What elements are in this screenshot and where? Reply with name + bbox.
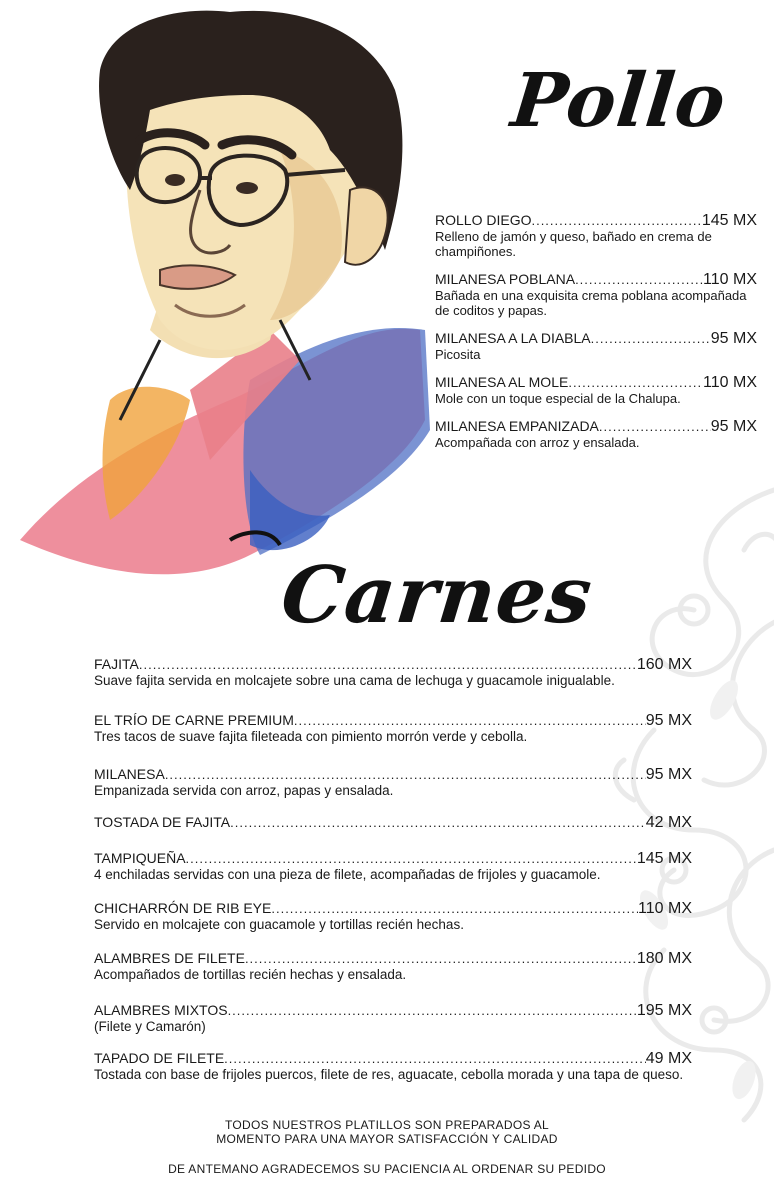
menu-item-name: MILANESA A LA DIABLA xyxy=(435,330,591,346)
menu-item xyxy=(94,814,692,831)
dot-leader xyxy=(531,213,701,229)
dot-leader xyxy=(165,767,646,783)
menu-item xyxy=(94,1002,692,1034)
menu-item-price: 145 MX xyxy=(701,212,757,229)
footer-notice xyxy=(0,1118,774,1146)
menu-item-name: TAPADO DE FILETE xyxy=(94,1050,225,1066)
dot-leader xyxy=(224,1051,646,1067)
menu-item-name: MILANESA EMPANIZADA xyxy=(435,418,599,434)
dot-leader xyxy=(271,901,638,917)
menu-item xyxy=(435,271,757,318)
dot-leader xyxy=(591,331,711,347)
menu-item-description: Picosita xyxy=(435,347,481,362)
portrait-illustration xyxy=(0,0,440,600)
menu-item-price: 110 MX xyxy=(703,271,757,288)
menu-item xyxy=(435,418,757,450)
dot-leader xyxy=(568,375,703,391)
menu-item-description: Suave fajita servida en molcajete sobre una cama de lechuga y guacamole inigualable. xyxy=(94,673,615,688)
menu-item-price: 95 MX xyxy=(710,418,757,435)
menu-item xyxy=(94,712,692,744)
menu-item-description: (Filete y Camarón) xyxy=(94,1019,206,1034)
menu-item-name: EL TRÍO DE CARNE PREMIUM xyxy=(94,712,294,728)
footer-thanks: DE ANTEMANO AGRADECEMOS SU PACIENCIA AL ORDENAR SU PEDIDO xyxy=(168,1162,606,1176)
dot-leader xyxy=(599,419,711,435)
menu-item-price: 110 MX xyxy=(638,900,692,917)
menu-item xyxy=(94,656,692,688)
menu-item-name: TAMPIQUEÑA xyxy=(94,850,186,866)
pollo-menu-list xyxy=(435,212,757,462)
menu-item-name: TOSTADA DE FAJITA xyxy=(94,814,231,830)
dot-leader xyxy=(186,851,637,867)
menu-item-price: 95 MX xyxy=(645,712,692,729)
dot-leader xyxy=(228,1003,637,1019)
menu-item-description: Tostada con base de frijoles puercos, filete de res, aguacate, cebolla morada y una tapa de queso. xyxy=(94,1067,684,1082)
section-title-pollo: Pollo xyxy=(507,58,731,144)
menu-item-price: 110 MX xyxy=(703,374,757,391)
menu-item-name: MILANESA POBLANA xyxy=(435,271,576,287)
menu-item-price: 145 MX xyxy=(636,850,692,867)
menu-item-name: ALAMBRES MIXTOS xyxy=(94,1002,228,1018)
dot-leader xyxy=(294,713,646,729)
menu-item-description: Relleno de jamón y queso, bañado en crema de champiñones. xyxy=(435,229,712,259)
menu-item-description: 4 enchiladas servidas con una pieza de filete, acompañadas de frijoles y guacamole. xyxy=(94,867,601,882)
menu-item-price: 160 MX xyxy=(636,656,692,673)
menu-item-description: Tres tacos de suave fajita fileteada con pimiento morrón verde y cebolla. xyxy=(94,729,528,744)
menu-item-name: MILANESA AL MOLE xyxy=(435,374,569,390)
menu-item-price: 180 MX xyxy=(636,950,692,967)
menu-item-name: CHICHARRÓN DE RIB EYE xyxy=(94,900,272,916)
menu-item-price: 95 MX xyxy=(710,330,757,347)
menu-item xyxy=(94,950,692,982)
menu-item xyxy=(94,850,692,882)
menu-item xyxy=(435,212,757,259)
menu-item-description: Empanizada servida con arroz, papas y ensalada. xyxy=(94,783,394,798)
footer-line: MOMENTO PARA UNA MAYOR SATISFACCIÓN Y CALIDAD xyxy=(216,1132,558,1146)
menu-item-description: Mole con un toque especial de la Chalupa. xyxy=(435,391,681,406)
menu-item xyxy=(435,330,757,362)
menu-item-price: 49 MX xyxy=(645,1050,692,1067)
menu-item-name: ALAMBRES DE FILETE xyxy=(94,950,245,966)
dot-leader xyxy=(139,657,637,673)
menu-item-description: Acompañada con arroz y ensalada. xyxy=(435,435,640,450)
section-title-carnes: Carnes xyxy=(277,550,597,641)
menu-item-name: MILANESA xyxy=(94,766,165,782)
menu-item xyxy=(435,374,757,406)
menu-item-price: 195 MX xyxy=(636,1002,692,1019)
menu-item-description: Servido en molcajete con guacamole y tortillas recién hechas. xyxy=(94,917,464,932)
menu-item xyxy=(94,900,692,932)
menu-item-price: 95 MX xyxy=(645,766,692,783)
menu-item-description: Acompañados de tortillas recién hechas y ensalada. xyxy=(94,967,407,982)
menu-item-name: ROLLO DIEGO xyxy=(435,212,532,228)
menu-item-price: 42 MX xyxy=(645,814,692,831)
dot-leader xyxy=(230,815,646,831)
dot-leader xyxy=(575,272,703,288)
menu-item xyxy=(94,1050,692,1082)
menu-item xyxy=(94,766,692,798)
menu-item-description: Bañada en una exquisita crema poblana acompañada de coditos y papas. xyxy=(435,288,747,318)
footer-line: TODOS NUESTROS PLATILLOS SON PREPARADOS AL xyxy=(224,1118,550,1132)
dot-leader xyxy=(245,951,637,967)
menu-item-name: FAJITA xyxy=(94,656,139,672)
